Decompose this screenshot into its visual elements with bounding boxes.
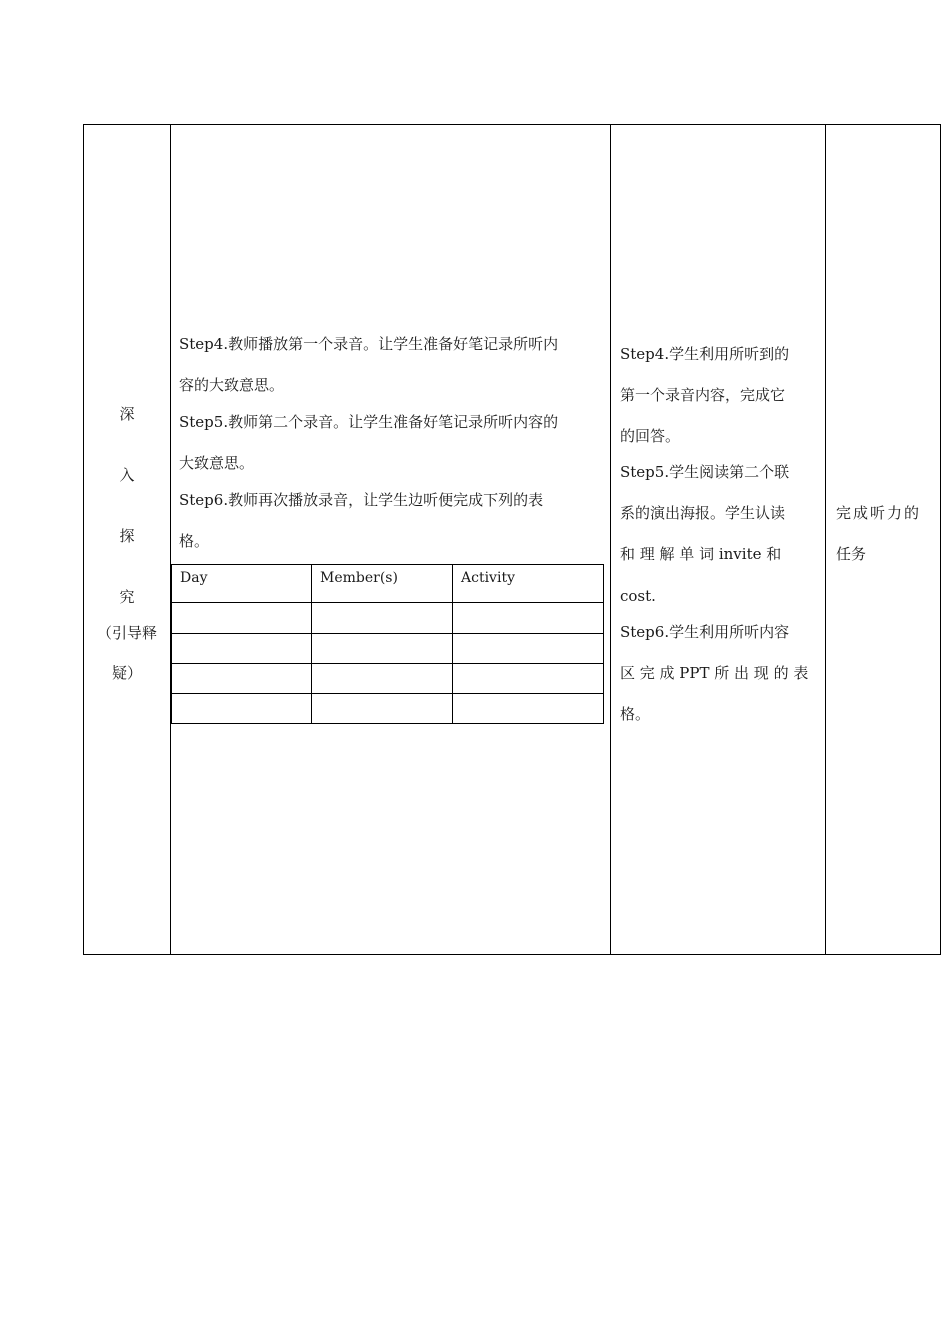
header-members: Member(s) <box>312 565 453 603</box>
stage-char-3: 探 <box>119 527 135 545</box>
student-line-1: Step4.学生利用所听到的 <box>620 345 790 363</box>
table-cell <box>453 603 604 634</box>
stage-char-1: 深 <box>119 405 135 423</box>
teacher-line-5: Step6.教师再次播放录音，让学生边听便完成下列的表 <box>179 491 544 509</box>
student-line-3: 的回答。 <box>620 427 681 445</box>
table-header-row <box>172 565 604 603</box>
teacher-line-4: 大致意思。 <box>179 454 255 472</box>
student-line-7: cost. <box>620 587 656 605</box>
student-line-10: 格。 <box>620 705 651 723</box>
table-cell <box>312 634 453 664</box>
stage-subtitle-line1: （引导释 <box>96 624 157 642</box>
lesson-plan-table <box>83 124 941 955</box>
table-row <box>172 603 604 634</box>
column-divider <box>825 125 826 954</box>
table-cell <box>453 634 604 664</box>
listening-task-table <box>171 564 604 724</box>
teacher-line-2: 容的大致意思。 <box>179 376 285 394</box>
table-cell <box>172 603 312 634</box>
header-day: Day <box>172 565 312 603</box>
student-line-4: Step5.学生阅读第二个联 <box>620 463 790 481</box>
student-line-6: 和 理 解 单 词 invite 和 <box>620 545 782 563</box>
table-cell <box>453 694 604 724</box>
student-line-2: 第一个录音内容，完成它 <box>620 386 786 404</box>
header-activity: Activity <box>453 565 604 603</box>
table-cell <box>172 694 312 724</box>
student-line-8: Step6.学生利用所听内容 <box>620 623 790 641</box>
table-row <box>172 694 604 724</box>
purpose-line-2: 任务 <box>836 545 867 563</box>
table-cell <box>312 694 453 724</box>
table-cell <box>312 664 453 694</box>
student-line-9: 区 完 成 PPT 所 出 现 的 表 <box>620 664 809 682</box>
table-cell <box>453 664 604 694</box>
stage-char-4: 究 <box>119 588 135 606</box>
column-divider <box>170 125 171 954</box>
student-line-5: 系的演出海报。学生认读 <box>620 504 786 522</box>
stage-char-2: 入 <box>119 466 135 484</box>
teacher-line-1: Step4.教师播放第一个录音。让学生准备好笔记录所听内 <box>179 335 559 353</box>
stage-subtitle-line2: 疑） <box>111 664 142 682</box>
table-cell <box>172 664 312 694</box>
column-divider <box>610 125 611 954</box>
table-cell <box>312 603 453 634</box>
table-row <box>172 664 604 694</box>
teacher-line-3: Step5.教师第二个录音。让学生准备好笔记录所听内容的 <box>179 413 559 431</box>
table-cell <box>172 634 312 664</box>
purpose-line-1: 完成听力的 <box>836 504 922 522</box>
table-row <box>172 634 604 664</box>
teacher-line-6: 格。 <box>179 532 210 550</box>
